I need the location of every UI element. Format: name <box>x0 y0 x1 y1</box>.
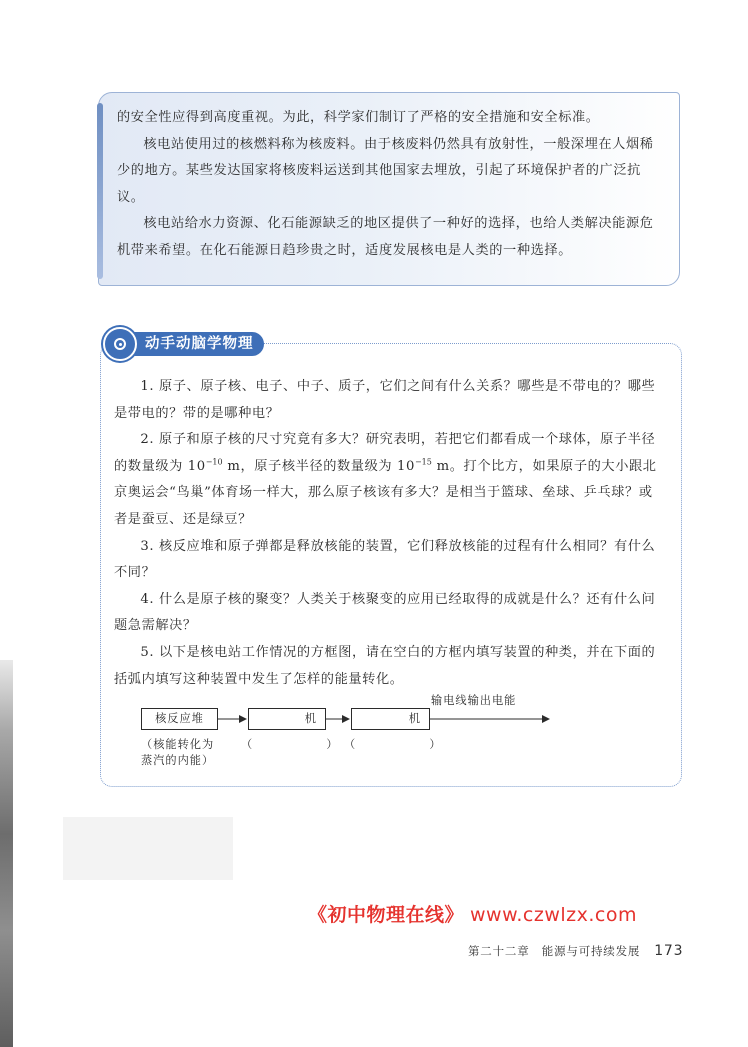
question-3: 3. 核反应堆和原子弹都是释放核能的装置，它们释放核能的过程有什么相同？有什么不同？ <box>114 538 656 581</box>
passage-ribbon <box>97 103 103 279</box>
blank-area <box>63 817 233 880</box>
passage-paragraph: 的安全性应得到高度重视。为此，科学家们制订了严格的安全措施和安全标准。 <box>117 110 600 125</box>
blank-machine-box-1: 机 <box>248 708 326 730</box>
page-footer <box>468 943 683 959</box>
question-4: 4. 什么是原子核的聚变？人类关于核聚变的应用已经取得的成就是什么？还有什么问题急需解决？ <box>114 591 656 634</box>
passage-paragraph: 核电站使用过的核燃料称为核废料。由于核废料仍然具有放射性，一般深埋在人烟稀少的地方。某些发达国家将核废料运送到其他国家去埋放，引起了环境保护者的广泛抗议。 <box>117 136 654 205</box>
question-2: 2. 原子和原子核的尺寸究竟有多大？研究表明，若把它们都看成一个球体，原子半径的数量级为 $10^{-10}$ m，原子核半径的数量级为 $10^{-15}$ m。打个比方，如果原子的大小跟北京奥运会“鸟巢”体育场一样大，那么原子核该有多大？是相当于篮球、垒球、乒乓球？或者是蚕豆、还是绿豆？ <box>114 432 657 527</box>
answer-blank-2: （ ） <box>344 738 442 751</box>
question-5: 5. 以下是核电站工作情况的方框图，请在空白的方框内填写装置的种类，并在下面的括弧内填写这种装置中发生了怎样的能量转化。 <box>114 644 656 687</box>
section-heading <box>103 328 264 360</box>
target-icon <box>103 327 137 361</box>
power-plant-flow-diagram <box>141 694 561 774</box>
watermark-title: 《初中物理在线》 <box>308 904 465 926</box>
energy-note-line-1: （核能转化为 <box>141 738 215 751</box>
chapter-title: 第二十二章 能源与可持续发展 <box>468 944 641 958</box>
question-1: 1. 原子、原子核、电子、中子、质子，它们之间有什么关系？哪些是不带电的？哪些是带电的？带的是哪种电？ <box>114 379 656 421</box>
page-edge-shadow <box>0 660 13 1047</box>
reading-passage-box <box>98 92 680 286</box>
watermark-url[interactable]: www.czwlzx.com <box>470 904 638 926</box>
exercise-list <box>114 374 666 693</box>
watermark <box>308 900 637 927</box>
answer-blank-1: （ ） <box>241 738 339 751</box>
output-label: 输电线输出电能 <box>431 694 517 707</box>
reactor-box: 核反应堆 <box>141 708 218 730</box>
page-number: 173 <box>654 943 684 959</box>
energy-note-line-2: 蒸汽的内能） <box>141 754 215 767</box>
section-title: 动手动脑学物理 <box>127 332 264 356</box>
passage-paragraph: 核电站给水力资源、化石能源缺乏的地区提供了一种好的选择，也给人类解决能源危机带来希望。在化石能源日趋珍贵之时，适度发展核电是人类的一种选择。 <box>117 216 654 258</box>
blank-machine-box-2: 机 <box>351 708 430 730</box>
